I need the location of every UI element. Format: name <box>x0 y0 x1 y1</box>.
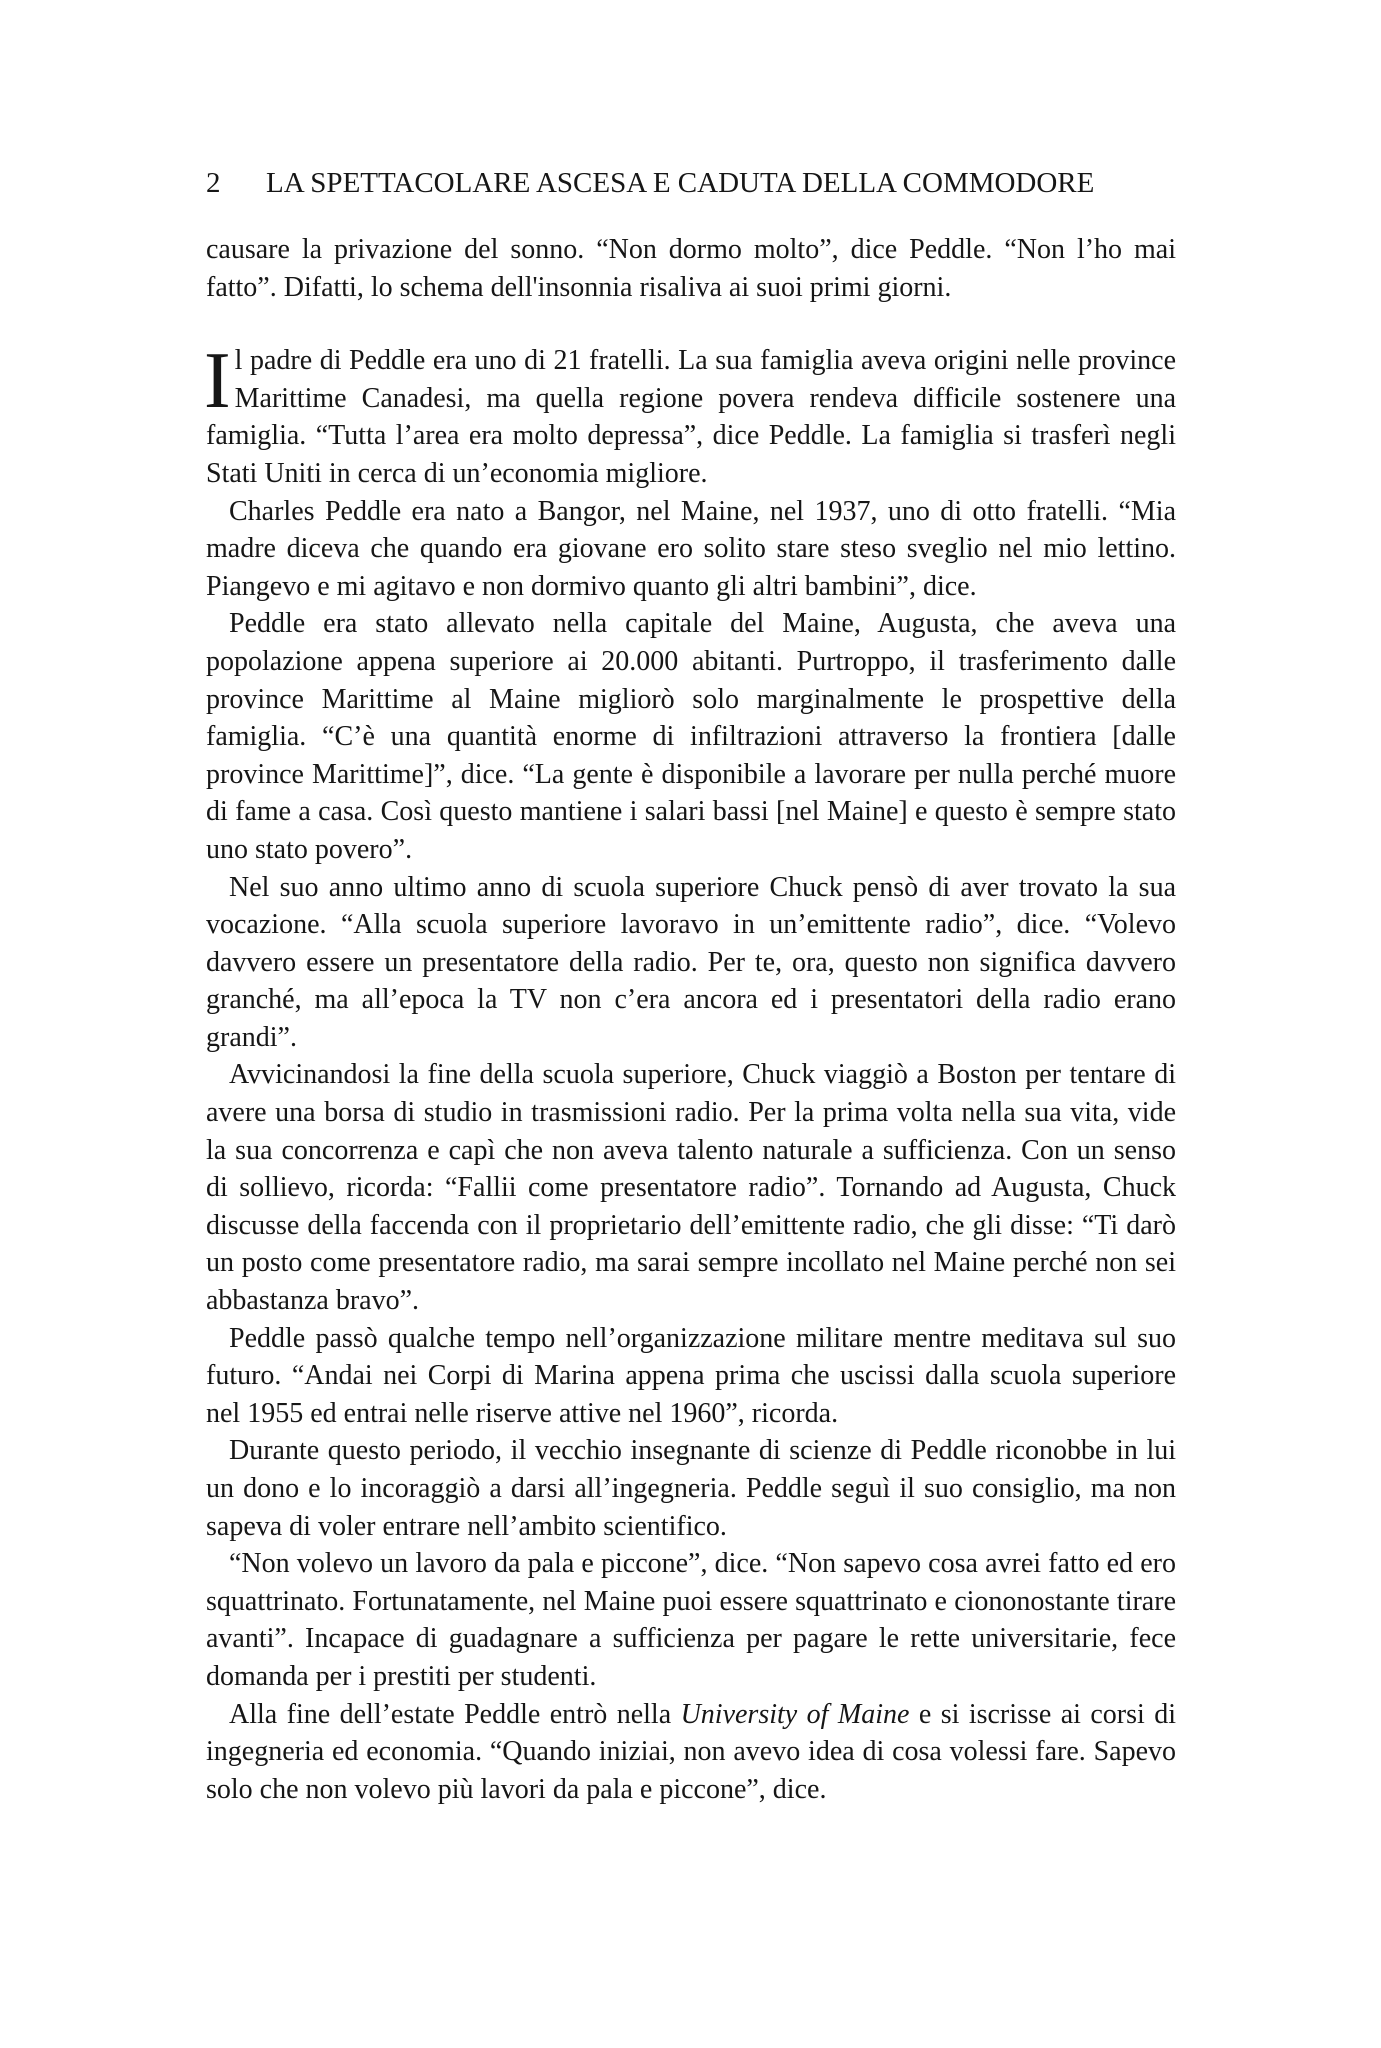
paragraph-continuation: causare la privazione del sonno. “Non dormo molto”, dice Peddle. “Non l’ho mai fatto”. Difatti, lo schema dell'insonnia risaliva ai suoi primi giorni. <box>206 234 1176 303</box>
paragraph: Avvicinandosi la fine della scuola superiore, Chuck viaggiò a Boston per tentare di avere una borsa di studio in trasmissioni radio. Per la prima volta nella sua vita, vide la sua concorrenza e capì che non aveva talento naturale a sufficienza. Con un senso di sollievo, ricorda: “Fallii come presentatore radio”. Tornando ad Augusta, Chuck discusse della faccenda con il proprietario dell’emittente radio, che gli disse: “Ti darò un posto come presentatore radio, ma sarai sempre incollato nel Maine perché non sei abbastanza bravo”. <box>206 1059 1176 1317</box>
page-number: 2 <box>206 167 221 199</box>
running-title: LA SPETTACOLARE ASCESA E CADUTA DELLA COMMODORE <box>266 167 1095 199</box>
paragraph: Peddle era stato allevato nella capitale del Maine, Augusta, che aveva una popolazione appena superiore ai 20.000 abitanti. Purtroppo, il trasferimento dalle province Marittime al Maine migliorò solo marginalmente le prospettive della famiglia. “C’è una quantità enorme di infiltrazioni attraverso la frontiera [dalle province Marittime]”, dice. “La gente è disponibile a lavorare per nulla perché muore di fame a casa. Così questo mantiene i salari bassi [nel Maine] e questo è sempre stato uno stato povero”. <box>206 608 1176 865</box>
paragraph: Charles Peddle era nato a Bangor, nel Maine, nel 1937, uno di otto fratelli. “Mia madre diceva che quando era giovane ero solito stare steso sveglio nel mio lettino. Piangevo e mi agitavo e non dormivo quanto gli altri bambini”, dice. <box>206 495 1176 602</box>
running-header <box>206 166 1176 200</box>
paragraph-text: l padre di Peddle era uno di 21 fratelli. La sua famiglia aveva origini nelle province Marittime Canadesi, ma quella regione povera rendeva difficile sostenere una famiglia. “Tutta l’area era molto depressa”, dice Peddle. La famiglia si trasferì negli Stati Uniti in cerca di un’economia migliore. <box>206 345 1176 489</box>
paragraph: Peddle passò qualche tempo nell’organizzazione militare mentre meditava sul suo futuro. “Andai nei Corpi di Marina appena prima che uscissi dalla scuola superiore nel 1955 ed entrai nelle riserve attive nel 1960”, ricorda. <box>206 1322 1176 1429</box>
paragraph <box>206 1696 1176 1809</box>
drop-cap: I <box>204 337 231 426</box>
italic-title: University of Maine <box>680 1698 910 1730</box>
paragraph: “Non volevo un lavoro da pala e piccone”, dice. “Non sapevo cosa avrei fatto ed ero squattrinato. Fortunatamente, nel Maine puoi essere squattrinato e ciononostante tirare avanti”. Incapace di guadagnare a sufficienza per pagare le rette universitarie, fece domanda per i prestiti per studenti. <box>206 1548 1176 1692</box>
paragraph: Durante questo periodo, il vecchio insegnante di scienze di Peddle riconobbe in lui un dono e lo incoraggiò a darsi all’ingegneria. Peddle seguì il suo consiglio, ma non sapeva di voler entrare nell’ambito scientifico. <box>206 1435 1176 1542</box>
paragraph-section-start <box>204 337 1176 492</box>
paragraph-text: Alla fine dell’estate Peddle entrò nella <box>229 1698 681 1730</box>
paragraph-text: e si iscrisse ai corsi di ingegneria ed economia. “Quando iniziai, non avevo idea di cosa volessi fare. Sapevo solo che non volevo più lavori da pala e piccone”, dice. <box>206 1698 1176 1805</box>
paragraph: Nel suo anno ultimo anno di scuola superiore Chuck pensò di aver trovato la sua vocazione. “Alla scuola superiore lavoravo in un’emittente radio”, dice. “Volevo davvero essere un presentatore della radio. Per te, ora, questo non significa davvero granché, ma all’epoca la TV non c’era ancora ed i presentatori della radio erano grandi”. <box>206 871 1176 1053</box>
body-text <box>206 231 1176 1808</box>
